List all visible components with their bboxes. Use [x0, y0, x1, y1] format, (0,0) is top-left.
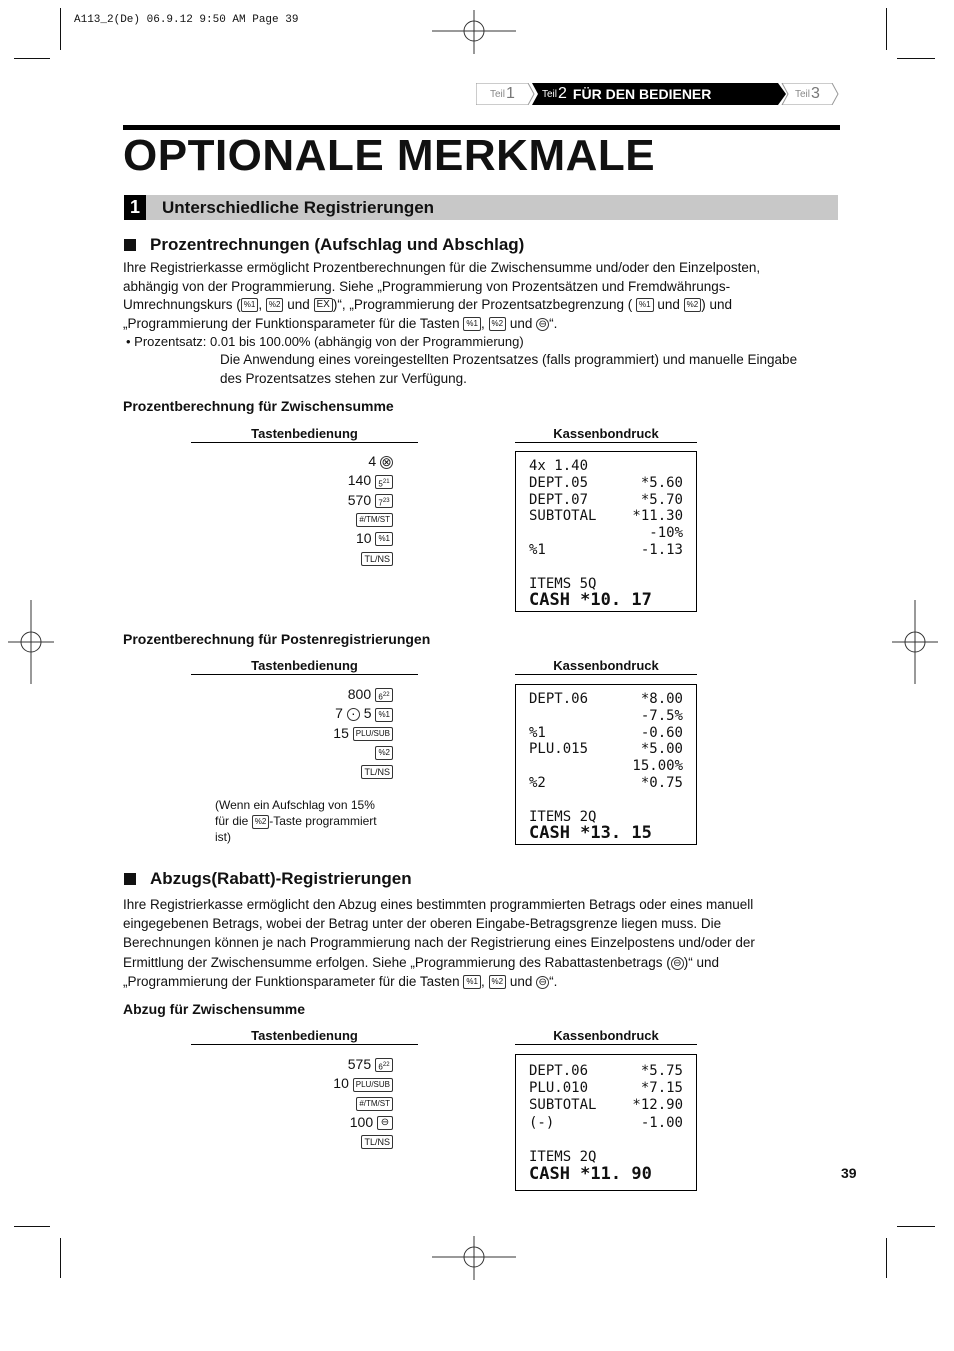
text: -Taste programmiert [269, 814, 377, 828]
heading-text: Prozentrechnungen (Aufschlag und Abschlag) [150, 235, 525, 254]
pct2-key: %2 [489, 317, 507, 331]
receipt-line [529, 559, 683, 576]
section-title: Unterschiedliche Registrierungen [162, 198, 435, 217]
discount-line-4 [123, 953, 719, 972]
text: Umrechnungskurs ( [123, 297, 241, 312]
text: , [480, 316, 485, 331]
discount-heading [124, 869, 412, 889]
crop-mark [60, 1238, 61, 1278]
key-op-row [300, 452, 393, 471]
receipt-line [529, 492, 683, 509]
crop-mark [886, 8, 887, 50]
dept6-key [375, 688, 393, 702]
ex3-key-ops [300, 1055, 393, 1151]
key-digit: 7 [378, 498, 383, 508]
pct2-key: %2 [684, 298, 702, 312]
text: für die [215, 814, 249, 828]
heading-text: Abzugs(Rabatt)-Registrierungen [150, 869, 412, 888]
section-bar [124, 195, 838, 220]
tlns-key: TL/NS [361, 765, 393, 779]
ex1-receipt-header: Kassenbondruck [515, 426, 697, 443]
ex3-heading: Abzug für Zwischensumme [123, 1001, 306, 1017]
key-entry: 4 [368, 453, 377, 469]
key-op-row [300, 1055, 393, 1074]
receipt-label: ITEMS 2Q [529, 808, 597, 825]
pct2-key: %2 [489, 975, 507, 989]
crop-mark [14, 58, 50, 59]
receipt-line [529, 691, 683, 708]
receipt-line [529, 725, 683, 742]
receipt-value: *5.75 [640, 1063, 683, 1079]
receipt-label: ITEMS 2Q [529, 1149, 597, 1165]
receipt-label: CASH *13. 15 [529, 823, 652, 844]
pct1-key: %1 [636, 298, 654, 312]
receipt-line [529, 525, 683, 542]
percent-line-3 [123, 295, 732, 314]
pct1-key: %1 [375, 708, 393, 722]
text: und [657, 297, 680, 312]
ex1-keys-header: Tastenbedienung [191, 426, 418, 443]
receipt-value: *8.00 [640, 691, 683, 707]
percent-line-2: abhängig von der Programmierung. Siehe „Programmierung von Prozentsätzen und Fremdwährungs- [123, 279, 731, 294]
receipt-line [529, 508, 683, 525]
note-line: ist) [215, 830, 231, 844]
ex-key: EX [314, 298, 333, 312]
text: „Programmierung der Funktionsparameter für die Tasten [123, 316, 460, 331]
tab-prefix: Teil [490, 88, 506, 100]
page-title: OPTIONALE MERKMALE [123, 131, 656, 180]
receipt-label: SUBTOTAL [529, 1097, 597, 1114]
receipt-value: -0.60 [640, 724, 683, 741]
crop-mark [60, 8, 61, 50]
registration-mark-top [432, 10, 516, 54]
receipt-value: *5.60 [640, 474, 683, 491]
print-header: A113_2(De) 06.9.12 9:50 AM Page 39 [74, 14, 299, 26]
key-op-row [300, 1132, 393, 1151]
tab-prefix: Teil [542, 88, 558, 100]
discount-line-3: Berechnungen können je nach Programmierung nach der Registrierung eines Einzelpostens und/oder der [123, 935, 755, 950]
key-entry: 5 [363, 705, 372, 722]
receipt-label: %1 [529, 724, 546, 741]
receipt-label: DEPT.06 [529, 691, 589, 707]
receipt-value: *5.00 [640, 741, 683, 758]
dept7-key [375, 494, 393, 508]
pct1-key: %1 [375, 532, 393, 546]
receipt-value: -1.13 [640, 542, 683, 558]
pct1-key: %1 [463, 975, 481, 989]
text: und [287, 297, 310, 312]
receipt-value: *7.15 [640, 1080, 683, 1097]
percent-note-1: Die Anwendung eines voreingestellten Prozentsatzes (falls programmiert) und manuelle Eingabe [220, 352, 798, 367]
key-entry: 7 [335, 705, 343, 722]
ex2-heading: Prozentberechnung für Postenregistrierungen [123, 631, 431, 647]
receipt-line [529, 1115, 683, 1132]
discount-line-1: Ihre Registrierkasse ermöglicht den Abzug eines bestimmten programmierten Betrags oder eines manuell [123, 897, 754, 912]
receipt-line [529, 458, 683, 475]
tab-prefix: Teil [795, 88, 811, 100]
receipt-value: *0.75 [640, 775, 683, 791]
receipt-line [529, 792, 683, 809]
ex2-note [215, 797, 377, 845]
dept6-key [375, 1058, 393, 1072]
key-op-row [290, 743, 393, 762]
receipt-value: -1.00 [640, 1114, 683, 1131]
dept5-key [375, 475, 393, 489]
receipt-line [529, 758, 683, 775]
key-op-row [290, 724, 393, 743]
registration-mark-right [892, 600, 938, 684]
text: und [509, 974, 533, 989]
square-bullet-icon [124, 873, 136, 885]
tab-number: 3 [811, 85, 820, 102]
key-sup: 23 [382, 497, 390, 504]
receipt-line [529, 1063, 683, 1080]
ex3-receipt-header: Kassenbondruck [515, 1028, 697, 1045]
receipt-label: ITEMS 5Q [529, 575, 597, 592]
text: “. [549, 316, 558, 331]
receipt-line [529, 592, 683, 609]
text: Ermittlung der Zwischensumme erfolgen. Siehe „Programmierung des Rabattastenbetrags ( [123, 955, 671, 970]
section-number: 1 [124, 195, 146, 220]
key-digit: 6 [378, 1062, 383, 1072]
key-entry: 100 [349, 1113, 374, 1130]
receipt-label: CASH *10. 17 [529, 590, 652, 611]
receipt-label: DEPT.06 [529, 1063, 589, 1079]
key-digit: 6 [378, 692, 383, 702]
key-op-row [300, 529, 393, 548]
key-op-row [300, 491, 393, 510]
receipt-value: 15.00% [632, 758, 683, 775]
tab-number: 1 [506, 85, 515, 102]
plusub-key: PLU/SUB [353, 1078, 393, 1092]
tlns-key: TL/NS [361, 1135, 393, 1149]
key-entry: 10 [355, 530, 372, 547]
crop-mark [897, 1226, 935, 1227]
note-line: (Wenn ein Aufschlag von 15% [215, 798, 375, 812]
ex3-keys-header: Tastenbedienung [191, 1028, 418, 1045]
key-op-row [300, 471, 393, 490]
receipt-label: 4x 1.40 [529, 458, 589, 474]
key-entry: 10 [333, 1075, 349, 1092]
tab-label: FÜR DEN BEDIENER [572, 86, 712, 102]
key-entry: 15 [333, 724, 349, 741]
percent-range: • Prozentsatz: 0.01 bis 100.00% (abhängig von der Programmierung) [126, 334, 524, 349]
percent-note-2: des Prozentsatzes stehen zur Verfügung. [220, 371, 467, 386]
multiply-key-icon: ⊗ [381, 454, 392, 469]
receipt-label: DEPT.07 [529, 491, 589, 508]
receipt-line [529, 1132, 683, 1149]
receipt-line [529, 475, 683, 492]
ex2-key-ops [290, 685, 393, 781]
receipt-value: *12.90 [632, 1097, 683, 1114]
ex1-key-ops [300, 452, 393, 568]
pct2-key: %2 [252, 815, 270, 829]
key-op-row [300, 1094, 393, 1113]
receipt-label: %1 [529, 542, 546, 558]
decimal-key-icon: · [347, 708, 360, 721]
tab-number: 2 [558, 85, 567, 102]
key-entry: 140 [347, 472, 372, 489]
pct2-key: %2 [375, 746, 393, 760]
tlns-key: TL/NS [361, 552, 393, 566]
discount-line-2: eingegebenen Betrags, wobei der Betrag unter der oberen Eingabe-Betragsgrenze liegen muss. Die [123, 916, 722, 931]
text: , [480, 974, 485, 989]
receipt-value: *5.70 [640, 491, 683, 508]
receipt-value: *11.30 [632, 508, 683, 525]
receipt-label: CASH *11. 90 [529, 1164, 652, 1185]
text: , [258, 297, 263, 312]
key-op-row [290, 762, 393, 781]
text: „Programmierung der Funktionsparameter für die Tasten [123, 974, 460, 989]
receipt-line [529, 775, 683, 792]
part-tabs [476, 83, 840, 105]
discount-key: ⊖ [377, 1116, 393, 1130]
receipt-line [529, 1166, 683, 1183]
receipt-label: %2 [529, 775, 546, 791]
discount-key-icon: ⊖ [536, 976, 549, 989]
receipt-label: (-) [529, 1114, 555, 1131]
crop-mark [886, 1238, 887, 1278]
text: )“ und [683, 955, 720, 970]
text: ) und [701, 297, 732, 312]
ex1-heading: Prozentberechnung für Zwischensumme [123, 398, 394, 414]
percent-line-1: Ihre Registrierkasse ermöglicht Prozentberechnungen für die Zwischensumme und/oder den Einzelposten, [123, 260, 761, 275]
discount-key-icon: ⊖ [671, 957, 684, 970]
receipt-value: -10% [649, 525, 683, 542]
ex2-keys-header: Tastenbedienung [191, 658, 418, 675]
tab-teil3 [795, 83, 820, 105]
key-op-row [300, 548, 393, 567]
key-op-row [300, 1074, 393, 1093]
ex2-receipt-header: Kassenbondruck [515, 658, 697, 675]
key-entry: 800 [347, 686, 372, 702]
key-op-row [300, 510, 393, 529]
registration-mark-left [8, 600, 54, 684]
text: “. [549, 974, 558, 989]
receipt-value: -7.5% [640, 707, 683, 724]
text: und [509, 316, 533, 331]
pct1-key: %1 [463, 317, 481, 331]
discount-line-5 [123, 972, 557, 991]
plusub-key: PLU/SUB [353, 727, 393, 741]
receipt-line [529, 1097, 683, 1114]
page-number: 39 [841, 1165, 857, 1181]
text: )“, „Programmierung der Prozentsatzbegrenzung ( [332, 297, 633, 312]
receipt-label: PLU.015 [529, 741, 589, 758]
ex2-receipt [515, 684, 697, 845]
key-sup: 22 [382, 1062, 390, 1069]
key-entry: 575 [347, 1056, 372, 1072]
receipt-label: DEPT.05 [529, 474, 589, 491]
discount-key-icon: ⊖ [536, 318, 549, 331]
key-sup: 22 [382, 692, 390, 699]
receipt-label: PLU.010 [529, 1080, 589, 1097]
tmst-key: #/TM/ST [356, 1097, 393, 1111]
pct1-key: %1 [241, 298, 259, 312]
ex1-receipt [515, 451, 697, 612]
note-line [215, 813, 377, 829]
square-bullet-icon [124, 239, 136, 251]
percent-heading [124, 235, 524, 255]
tmst-key: #/TM/ST [356, 513, 393, 527]
tab-teil2 [542, 83, 711, 105]
key-sup: 21 [382, 478, 390, 485]
pct2-key: %2 [266, 298, 284, 312]
key-digit: 5 [378, 479, 383, 489]
tab-teil1 [490, 83, 515, 105]
percent-line-4 [123, 314, 557, 333]
crop-mark [897, 58, 935, 59]
receipt-line [529, 741, 683, 758]
ex3-receipt [515, 1054, 697, 1191]
registration-mark-bottom [432, 1236, 516, 1280]
crop-mark [14, 1226, 50, 1227]
key-op-row [300, 1113, 393, 1132]
receipt-line [529, 542, 683, 559]
receipt-line [529, 825, 683, 842]
key-op-row [290, 685, 393, 704]
receipt-line [529, 1080, 683, 1097]
key-op-row [290, 704, 393, 723]
title-rule [123, 125, 840, 130]
receipt-line [529, 708, 683, 725]
receipt-label: SUBTOTAL [529, 508, 597, 525]
key-entry: 570 [347, 491, 372, 508]
